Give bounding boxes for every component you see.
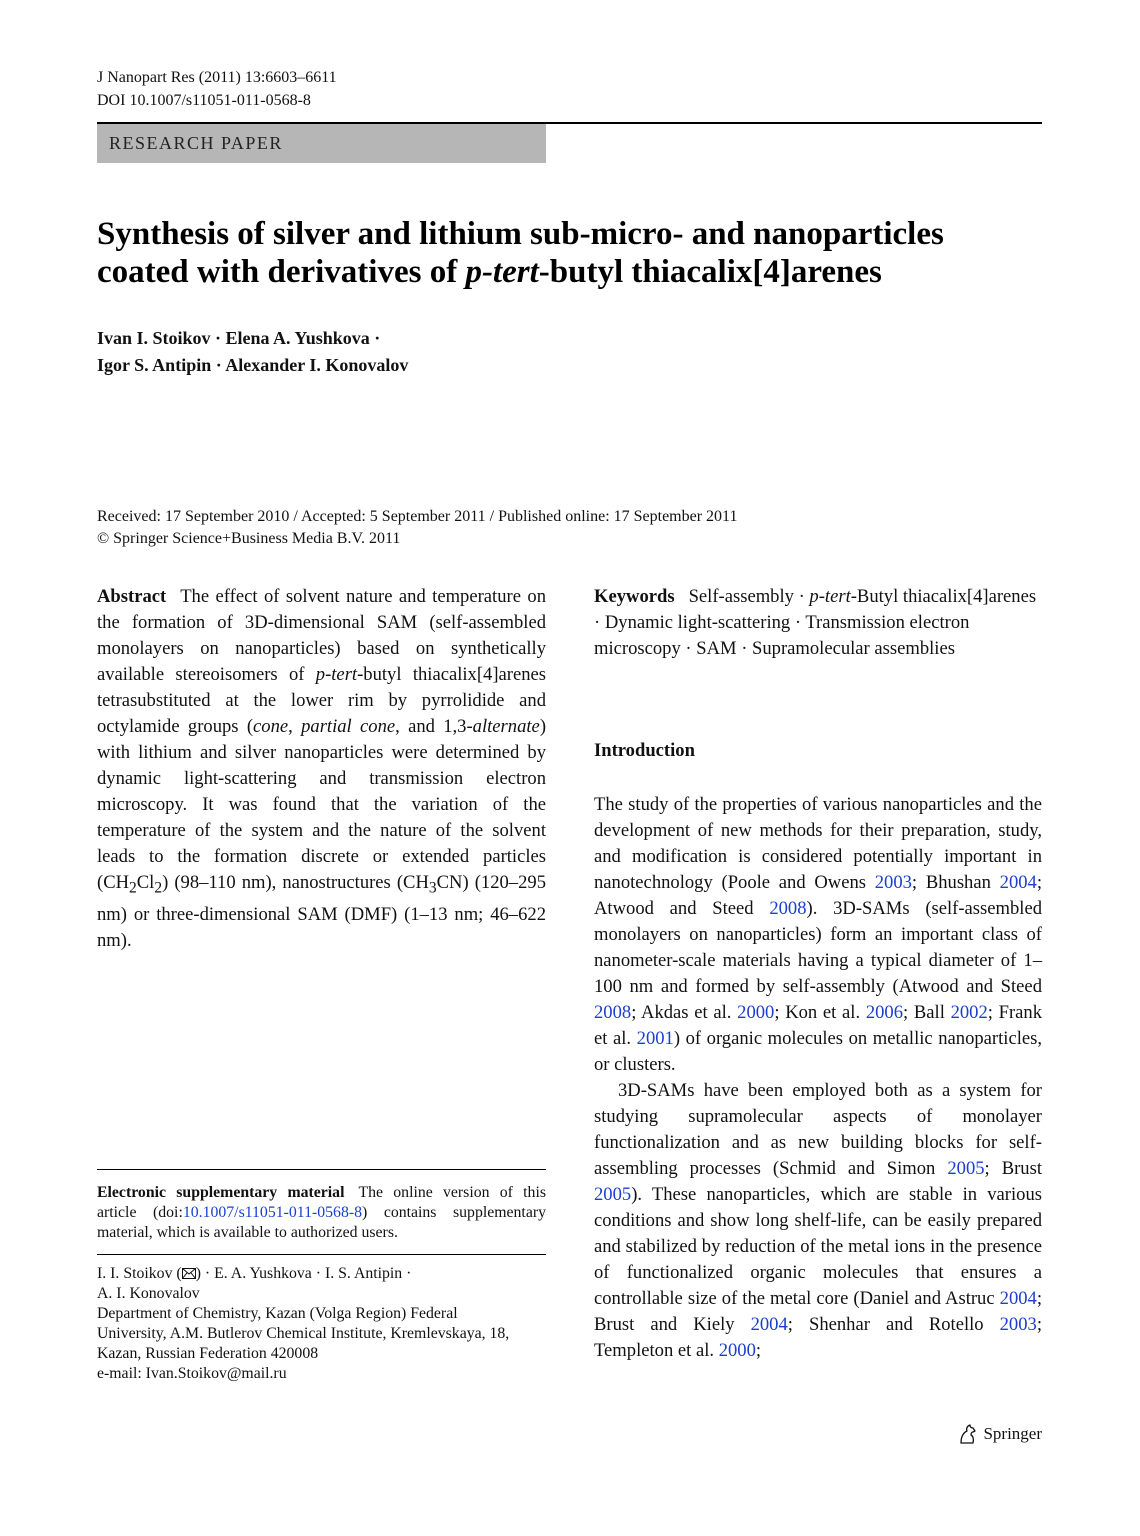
citation-link[interactable]: 2000	[737, 1002, 775, 1023]
citation-link[interactable]: 2001	[636, 1028, 674, 1049]
citation-link[interactable]: 2000	[718, 1340, 756, 1361]
footnote-rule-2	[97, 1254, 546, 1255]
publication-history: Received: 17 September 2010 / Accepted: 5 September 2011 / Published online: 17 September 2011 © Springer Science+Business Media B.V. 2011	[97, 508, 738, 547]
envelope-icon	[182, 1268, 196, 1279]
abstract: Abstract The effect of solvent nature and temperature on the formation of 3D-dimensional SAM (self-assembled monolayers on nanoparticles) based on synthetically available stereoisomers of p-tert-butyl thiacalix[4]arenes tetrasubstituted at the lower rim by pyrrolidide and octylamide groups (cone, partial cone, and 1,3-alternate) with lithium and silver nanoparticles were determined by dynamic light-scattering and transmission electron microscopy. It was found that the variation of the temperature of the system and the nature of the solvent leads to the formation discrete or extended particles $(CH_2Cl_2)$ (98–110 nm), nanostructures $(CH_3CN)$ (120–295 nm) or three-dimensional SAM (DMF) (1–13 nm; 46–622 nm).	[97, 586, 547, 951]
springer-horse-icon	[957, 1423, 979, 1445]
citation-link[interactable]: 2003	[874, 872, 912, 893]
author-list: Ivan I. Stoikov · Elena A. Yushkova · Igor S. Antipin · Alexander I. Konovalov	[97, 328, 409, 375]
abstract-label: Abstract	[97, 586, 167, 607]
contact-email: e-mail: Ivan.Stoikov@mail.ru	[97, 1365, 287, 1382]
esm-doi-link[interactable]: 10.1007/s11051-011-0568-8	[182, 1204, 363, 1221]
keywords-label: Keywords	[594, 586, 675, 607]
esm-footnote: Electronic supplementary material The online version of this article (doi:10.1007/s11051-011-0568-8) contains supplementary material, which is available to authorized users.	[97, 1184, 546, 1241]
article-type-label: RESEARCH PAPER	[109, 133, 283, 153]
citation-link[interactable]: 2005	[947, 1158, 985, 1179]
citation-link[interactable]: 2008	[769, 898, 807, 919]
citation-link[interactable]: 2004	[750, 1314, 788, 1335]
journal-citation: J Nanopart Res (2011) 13:6603–6611	[97, 69, 337, 86]
introduction-heading: Introduction	[594, 740, 695, 761]
footnote-rule	[97, 1169, 546, 1170]
citation-link[interactable]: 2003	[999, 1314, 1037, 1335]
citation-link[interactable]: 2004	[999, 1288, 1037, 1309]
citation-link[interactable]: 2002	[950, 1002, 988, 1023]
doi-line: DOI 10.1007/s11051-011-0568-8	[97, 92, 311, 109]
intro-paragraph-1: The study of the properties of various nanoparticles and the development of new methods for their preparation, study, and modification is considered potentially important in nanotechnology (Poole and Owens 2003; Bhushan 2004; Atwood and Steed 2008). 3D-SAMs (self-assembled monolayers on nanoparticles) form an important class of nanometer-scale materials having a typical diameter of 1–100 nm and formed by self-assembly (Atwood and Steed 2008; Akdas et al. 2000; Kon et al. 2006; Ball 2002; Frank et al. 2001) of organic molecules on metallic nanoparticles, or clusters.	[594, 794, 1042, 1075]
intro-paragraph-2: 3D-SAMs have been employed both as a system for studying supramolecular aspects of monolayer functionalization and as new building blocks for self-assembling processes (Schmid and Simon 2005; Brust 2005). These nanoparticles, which are stable in various conditions and show long shelf-life, can be easily prepared and stabilized by reduction of the metal ions in the presence of functionalized organic molecules that ensures a controllable size of the metal core (Daniel and Astruc 2004; Brust and Kiely 2004; Shenhar and Rotello 2003; Templeton et al. 2000;	[594, 1080, 1043, 1361]
introduction-body	[594, 792, 1042, 1364]
citation-link[interactable]: 2005	[594, 1184, 632, 1205]
article-type-banner	[97, 124, 546, 163]
publisher-logo	[957, 1423, 1042, 1445]
affiliation-footnote: I. I. Stoikov ( ) · E. A. Yushkova · I. S. Antipin · A. I. Konovalov Department of Chemistry, Kazan (Volga Region) Federal University, A.M. Butlerov Chemical Institute, Kremlevskaya, 18, Kazan, Russian Federation 420008 e-mail: Ivan.Stoikov@mail.ru	[97, 1264, 546, 1384]
paper-title: Synthesis of silver and lithium sub-micro- and nanoparticles coated with derivatives of p-tert-butyl thiacalix[4]arenes	[97, 216, 944, 290]
citation-link[interactable]: 2006	[865, 1002, 903, 1023]
citation-link[interactable]: 2004	[999, 872, 1037, 893]
keywords: Keywords Self-assembly · p-tert-Butyl thiacalix[4]arenes · Dynamic light-scattering · Transmission electron microscopy · SAM · Supramolecular assemblies	[594, 586, 1037, 659]
publisher-name: Springer	[983, 1424, 1042, 1443]
citation-link[interactable]: 2008	[594, 1002, 632, 1023]
